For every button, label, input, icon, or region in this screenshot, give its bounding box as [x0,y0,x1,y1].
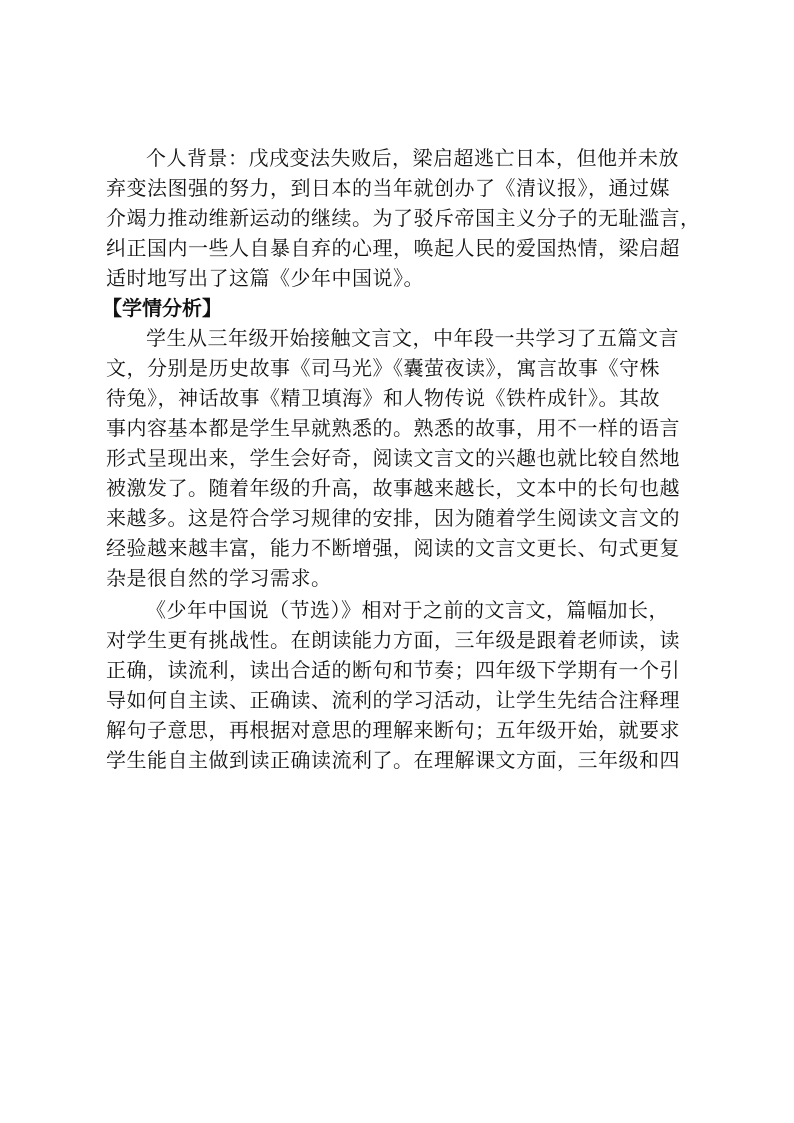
paragraph-line: 《少年中国说（节选）》相对于之前的文言文，篇幅加长， [146,598,669,622]
paragraph-line: 纠正国内一些人自暴自弃的心理，唤起人民的爱国热情，梁启超 [106,236,680,260]
paragraph-line: 经验越来越丰富，能力不断增强，阅读的文言文更长、句式更复 [106,536,680,560]
section-heading: 【学情分析】 [102,296,222,320]
paragraph-line: 个人背景：戊戌变法失败后，梁启超逃亡日本，但他并未放 [146,146,679,170]
paragraph-line: 对学生更有挑战性。在朗读能力方面，三年级是跟着老师读，读 [106,628,680,652]
paragraph-line: 杂是很自然的学习需求。 [106,566,332,590]
paragraph-line: 文，分别是历史故事《司马光》《囊萤夜读》，寓言故事《守株 [106,356,660,380]
paragraph-line: 事内容基本都是学生早就熟悉的。熟悉的故事，用不一样的语言 [106,416,680,440]
paragraph-line: 介竭力推动维新运动的继续。为了驳斥帝国主义分子的无耻滥言， [106,206,701,230]
paragraph-line: 导如何自主读、正确读、流利的学习活动，让学生先结合注释理 [106,688,680,712]
paragraph-line: 学生能自主做到读正确读流利了。在理解课文方面，三年级和四 [106,748,680,772]
paragraph-line: 学生从三年级开始接触文言文，中年段一共学习了五篇文言 [146,326,679,350]
paragraph-line: 适时地写出了这篇《少年中国说》。 [106,266,424,290]
paragraph-line: 解句子意思，再根据对意思的理解来断句；五年级开始，就要求 [106,718,680,742]
paragraph-line: 正确，读流利，读出合适的断句和节奏；四年级下学期有一个引 [106,658,680,682]
paragraph-line: 被激发了。随着年级的升高，故事越来越长，文本中的长句也越 [106,476,680,500]
paragraph-line: 待兔》，神话故事《精卫填海》和人物传说《铁杵成针》。其故 [106,386,660,410]
paragraph-line: 弃变法图强的努力，到日本的当年就创办了《清议报》，通过媒 [106,176,670,200]
document-body [102,143,706,775]
paragraph-line: 形式呈现出来，学生会好奇，阅读文言文的兴趣也就比较自然地 [106,446,680,470]
paragraph-line: 来越多。这是符合学习规律的安排，因为随着学生阅读文言文的 [106,506,680,530]
